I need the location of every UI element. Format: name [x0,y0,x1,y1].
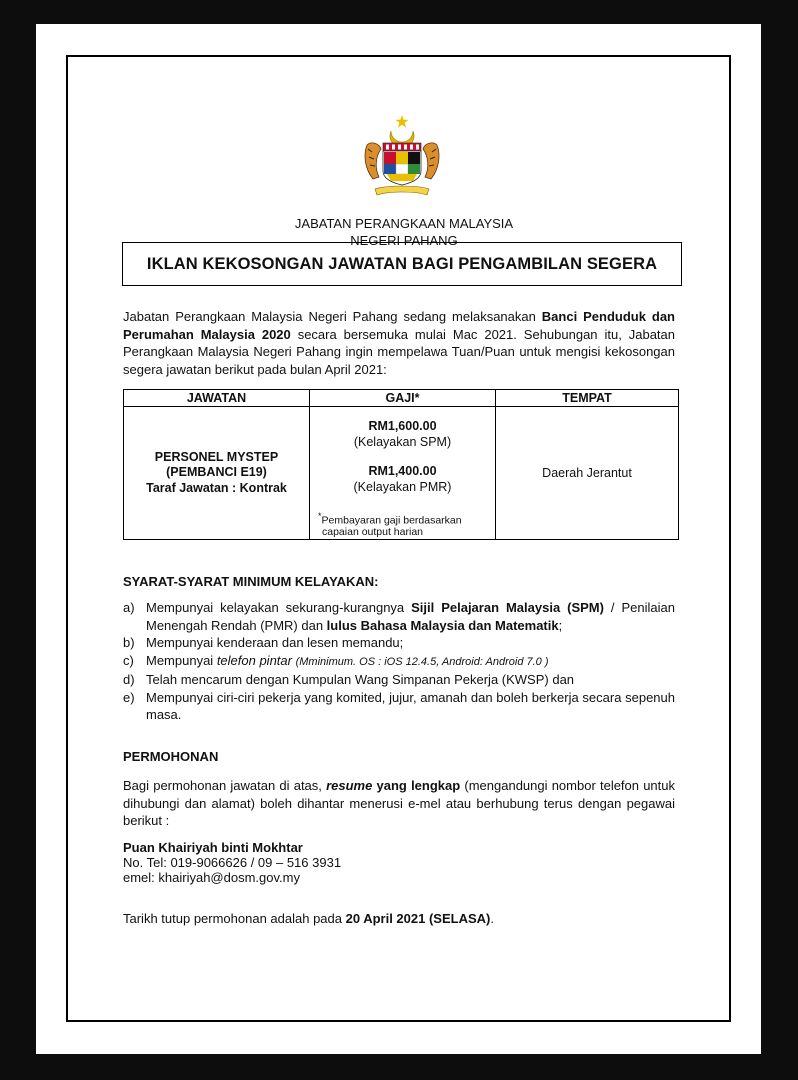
contact-email: emel: khairiyah@dosm.gov.my [123,870,300,885]
req-c-phone: telefon pintar [216,652,292,668]
salary-spm-amount: RM1,600.00 [368,419,437,433]
contact-phone: No. Tel: 019-9066626 / 09 – 516 3931 [123,855,342,870]
salary-cell [310,407,496,540]
department-name: JABATAN PERANGKAAN MALAYSIA [294,216,514,231]
requirement-e: Mempunyai ciri-ciri pekerja yang komited, jujur, amanah dan boleh berkerja secara sepenuh masa. [146,689,675,722]
col-header-position: JAWATAN [124,390,310,407]
req-a-spm: Sijil Pelajaran Malaysia (SPM) [411,600,604,615]
salary-spm-note: (Kelayakan SPM) [353,435,452,449]
department-state: NEGERI PAHANG [350,233,458,248]
position-cell [124,407,310,540]
req-c-os: (Mminimum. OS : iOS 12.4.5, Android: Android 7.0 ) [295,655,549,668]
requirements-heading: SYARAT-SYARAT MINIMUM KELAYAKAN: [123,574,379,589]
application-text2: (mengandungi nombor telefon untuk dihubungi dan alamat) boleh dihantar menerusi e-mel atau berhubung terus dengan pegawai berikut : [123,778,675,828]
position-title: PERSONEL MYSTEP [154,449,279,464]
closing-text: Tarikh tutup permohonan adalah pada [123,911,346,926]
table-header-row [124,390,679,407]
salary-pmr [310,463,495,495]
requirement-a [146,599,675,634]
resume-word: resume [326,778,373,793]
closing-date-value: 20 April 2021 (SELASA) [345,911,491,926]
location-cell: Daerah Jerantut [496,407,679,540]
document-page [36,24,761,1054]
position-grade: (PEMBANCI E19) [166,465,267,480]
closing-date [123,911,494,926]
req-a-text: Mempunyai kelayakan sekurang-kurangnya [146,600,412,615]
footnote-line2: capaian output harian [322,526,423,538]
complete-word: yang lengkap [372,778,461,793]
list-marker: b) [123,635,135,650]
contact-name: Puan Khairiyah binti Mokhtar [123,840,303,855]
footnote-line1: Pembayaran gaji berdasarkan [321,514,462,526]
salary-pmr-amount: RM1,400.00 [368,464,437,478]
list-marker: d) [123,672,135,687]
req-c-text: Mempunyai [146,652,217,668]
list-marker: c) [123,652,134,668]
req-a-subjects: lulus Bahasa Malaysia dan Matematik [326,617,559,633]
list-item [123,634,675,652]
list-item [123,599,675,634]
contact-block [123,840,341,885]
list-marker: a) [123,600,135,615]
requirement-b: Mempunyai kenderaan dan lesen memandu; [146,635,404,650]
vacancy-table [123,389,679,540]
col-header-location: TEMPAT [496,390,679,407]
requirements-list [123,599,675,724]
col-header-salary: GAJI* [310,390,496,407]
salary-footnote [318,510,462,539]
intro-text-cont: secara bersemuka mulai Mac 2021. Sehubungan itu, Jabatan Perangkaan Malaysia Negeri Pahang ingin mempelawa Tuan/Puan untuk mengisi kekosongan segera jawatan berikut pada bulan April 2021: [123,326,675,377]
table-row [124,407,679,540]
application-paragraph [123,777,675,830]
requirement-c [146,652,675,672]
application-heading: PERMOHONAN [123,749,219,764]
census-name: Banci Penduduk dan Perumahan Malaysia 2020 [123,309,675,342]
closing-end: . [490,911,494,926]
req-a-text2: / Penilaian Menengah Rendah (PMR) dan [146,600,675,633]
salary-spm [310,418,495,450]
requirement-d: Telah mencarum dengan Kumpulan Wang Simpanan Pekerja (KWSP) dan [146,672,575,687]
list-item [123,671,675,689]
footnote-mark: * [318,510,322,521]
list-item [123,652,675,672]
application-text: Bagi permohonan jawatan di atas, [123,778,327,793]
req-a-end: ; [558,617,563,633]
intro-paragraph [123,308,675,378]
malaysia-coat-of-arms-icon [357,113,447,203]
intro-text: Jabatan Perangkaan Malaysia Negeri Pahang sedang melaksanakan [123,309,542,324]
page-title: IKLAN KEKOSONGAN JAWATAN BAGI PENGAMBILAN SEGERA [122,242,682,286]
position-status: Taraf Jawatan : Kontrak [146,480,287,495]
list-marker: e) [123,689,135,705]
list-item [123,689,675,724]
salary-pmr-note: (Kelayakan PMR) [353,480,452,494]
